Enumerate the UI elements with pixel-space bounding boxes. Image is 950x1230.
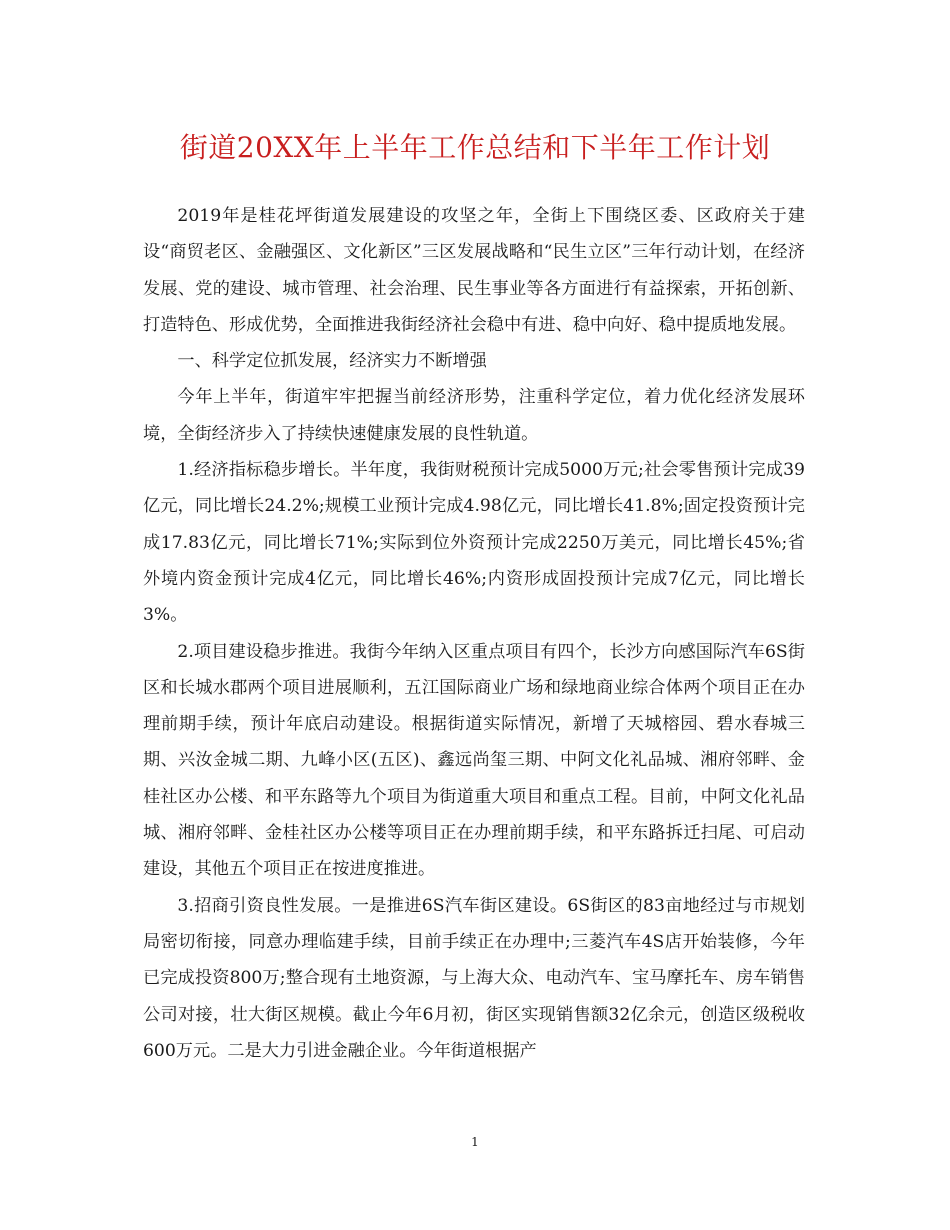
page-number: 1 xyxy=(471,1135,479,1149)
document-body xyxy=(143,198,805,1069)
section-heading-1: 一、科学定位抓发展，经济实力不断增强 xyxy=(177,351,487,372)
document-title: 街道20XX年上半年工作总结和下半年工作计划 xyxy=(179,131,771,164)
paragraph-section-1-intro: 今年上半年，街道牢牢把握当前经济形势，注重科学定位，着力优化经济发展环境，全街经济步入了持续快速健康发展的良性轨道。 xyxy=(143,387,805,444)
paragraph-investment-attraction: 3.招商引资良性发展。一是推进6S汽车街区建设。6S街区的83亩地经过与市规划局密切衔接，同意办理临建手续，目前手续正在办理中;三菱汽车4S店开始装修，今年已完成投资800万;整合现有土地资源，与上海大众、电动汽车、宝马摩托车、房车销售公司对接，壮大街区规模。截止今年6月初，街区实现销售额32亿余元，创造区级税收600万元。二是大力引进金融企业。今年街道根据产 xyxy=(143,895,805,1061)
paragraph-intro: 2019年是桂花坪街道发展建设的攻坚之年，全街上下围绕区委、区政府关于建设“商贸老区、金融强区、文化新区”三区发展战略和“民生立区”三年行动计划，在经济发展、党的建设、城市管理、社会治理、民生事业等各方面进行有益探索，开拓创新、打造特色、形成优势，全面推进我街经济社会稳中有进、稳中向好、稳中提质地发展。 xyxy=(143,206,805,335)
paragraph-economic-indicators: 1.经济指标稳步增长。半年度，我街财税预计完成5000万元;社会零售预计完成39亿元，同比增长24.2%;规模工业预计完成4.98亿元，同比增长41.8%;固定投资预计完成17.83亿元，同比增长71%;实际到位外资预计完成2250万美元，同比增长45%;省外境内资金预计完成4亿元，同比增长46%;内资形成固投预计完成7亿元，同比增长3%。 xyxy=(143,460,805,626)
paragraph-project-construction: 2.项目建设稳步推进。我街今年纳入区重点项目有四个，长沙方向感国际汽车6S街区和长城水郡两个项目进展顺利，五江国际商业广场和绿地商业综合体两个项目正在办理前期手续，预计年底启动建设。根据街道实际情况，新增了天城榕园、碧水春城三期、兴汝金城二期、九峰小区(五区)、鑫远尚玺三期、中阿文化礼品城、湘府邻畔、金桂社区办公楼、和平东路等九个项目为街道重大项目和重点工程。目前，中阿文化礼品城、湘府邻畔、金桂社区办公楼等项目正在办理前期手续，和平东路拆迁扫尾、可启动建设，其他五个项目正在按进度推进。 xyxy=(143,641,805,880)
